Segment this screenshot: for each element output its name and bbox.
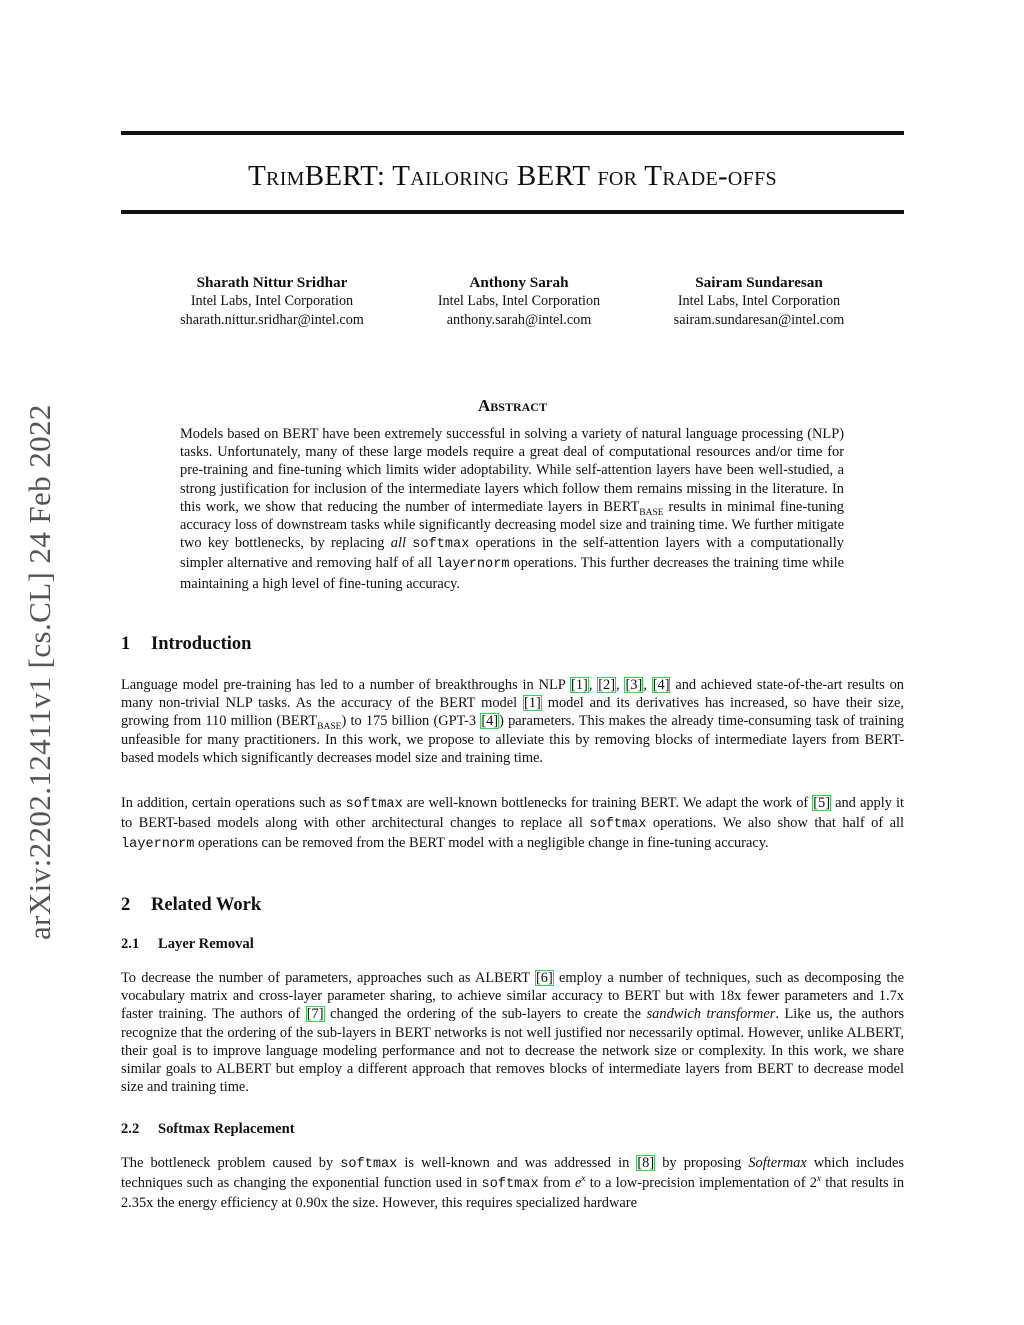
author-email[interactable]: sharath.nittur.sridhar@intel.com xyxy=(180,312,364,328)
author-block xyxy=(152,273,392,330)
author-affiliation: Intel Labs, Intel Corporation xyxy=(190,293,354,309)
citation-link[interactable]: [8] xyxy=(637,1155,655,1171)
citation-link[interactable]: [1] xyxy=(524,695,541,712)
author-name: Anthony Sarah xyxy=(469,274,569,291)
author-name: Sharath Nittur Sridhar xyxy=(196,274,348,291)
abstract-body: Models based on BERT have been extremely successful in solving a variety of natural language processing (NLP) tasks. Unfortunately, many of these large models require a great deal of computational resources and/or time for pre-training and fine-tuning which limits wider adoptability. While self-attention layers have been well-studied, a strong justification for inclusion of the intermediate layers which follow them remains missing in the literature. In this work, we show that reducing the number of intermediate layers in $BERT_{BASE}$ results in minimal fine-tuning accuracy loss of downstream tasks while significantly decreasing model size and training time. We further mitigate two key bottlenecks, by replacing all softmax operations in the self-attention layers with a computationally simpler alternative and removing half of all layernorm operations. This further decreases the training time while maintaining a high level of fine-tuning accuracy. xyxy=(180,426,844,592)
citation-link[interactable]: [1] xyxy=(571,677,588,693)
author-email[interactable]: sairam.sundaresan@intel.com xyxy=(673,312,845,328)
citation-link[interactable]: [4] xyxy=(481,713,499,730)
citation-link[interactable]: [7] xyxy=(306,1006,324,1023)
citation-link[interactable]: [2] xyxy=(598,677,616,693)
author-affiliation: Intel Labs, Intel Corporation xyxy=(437,293,601,309)
intro-paragraph-1: Language model pre-training has led to a number of breakthroughs in NLP [1], [2], [3], [4] and achieved state-of-the-art results on many non-trivial NLP tasks. As the accuracy of the BERT model [1] model and its derivatives has increased, so have their size, growing from 110 million $(BERT_{BASE})$ to 175 billion (GPT-3 [4]) parameters. This makes the already time-consuming task of training unfeasible for many practitioners. In this work, we propose to alleviate this by removing blocks of intermediate layers from BERT-based models which significantly decreases model size and training time. xyxy=(121,677,904,766)
subsection-heading-softmax-replacement: 2.2 Softmax Replacement xyxy=(121,1121,295,1137)
citation-link[interactable]: [6] xyxy=(536,970,553,986)
section-heading-introduction: 1 Introduction xyxy=(121,634,252,654)
author-affiliation: Intel Labs, Intel Corporation xyxy=(677,293,841,309)
citation-link[interactable]: [5] xyxy=(813,795,831,811)
arxiv-identifier: arXiv:2202.12411v1 [cs.CL] 24 Feb 2022 xyxy=(22,404,57,940)
subsection-heading-layer-removal: 2.1 Layer Removal xyxy=(121,936,254,952)
softmax-replacement-paragraph: The bottleneck problem caused by softmax is well-known and was addressed in [8] by proposing Softermax which includes techniques such as changing the exponential function used in softmax from $e^x$ to a low-precision implementation of 2$^x$ that results in 2.35x the energy efficiency at 0.90x the size. However, this requires specialized hardware xyxy=(121,1155,905,1212)
paper-title: TrimBERT: Tailoring BERT for Trade-offs xyxy=(248,160,777,192)
layer-removal-paragraph: To decrease the number of parameters, approaches such as ALBERT [6] employ a number of techniques, such as decomposing the vocabulary matrix and cross-layer parameter sharing, to achieve similar accuracy to BERT but with 18x fewer parameters and 1.7x faster training. The authors of [7] changed the ordering of the sub-layers to create the sandwich transformer. Like us, the authors recognize that the ordering of the sub-layers in BERT networks is not well justified nor necessarily optimal. However, unlike ALBERT, their goal is to improve language modeling performance and not to decrease the network size or complexity. In this work, we share similar goals to ALBERT but employ a different approach that removes blocks of intermediate layers from BERT to decrease model size and training time. xyxy=(121,970,905,1096)
citation-link[interactable]: [4] xyxy=(652,677,670,693)
author-name: Sairam Sundaresan xyxy=(695,274,823,291)
author-email[interactable]: anthony.sarah@intel.com xyxy=(446,312,592,328)
abstract-heading: Abstract xyxy=(478,396,547,415)
author-block xyxy=(639,273,879,330)
section-heading-related-work: 2 Related Work xyxy=(121,895,262,915)
citation-link[interactable]: [3] xyxy=(625,677,643,693)
title-top-rule xyxy=(121,131,904,135)
intro-paragraph-2: In addition, certain operations such as softmax are well-known bottlenecks for training BERT. We adapt the work of [5] and apply it to BERT-based models along with other architectural changes to replace all softmax operations. We also show that half of all layernorm operations can be removed from the BERT model with a negligible change in fine-tuning accuracy. xyxy=(121,795,904,853)
title-bottom-rule xyxy=(121,210,904,214)
author-block xyxy=(399,273,639,330)
